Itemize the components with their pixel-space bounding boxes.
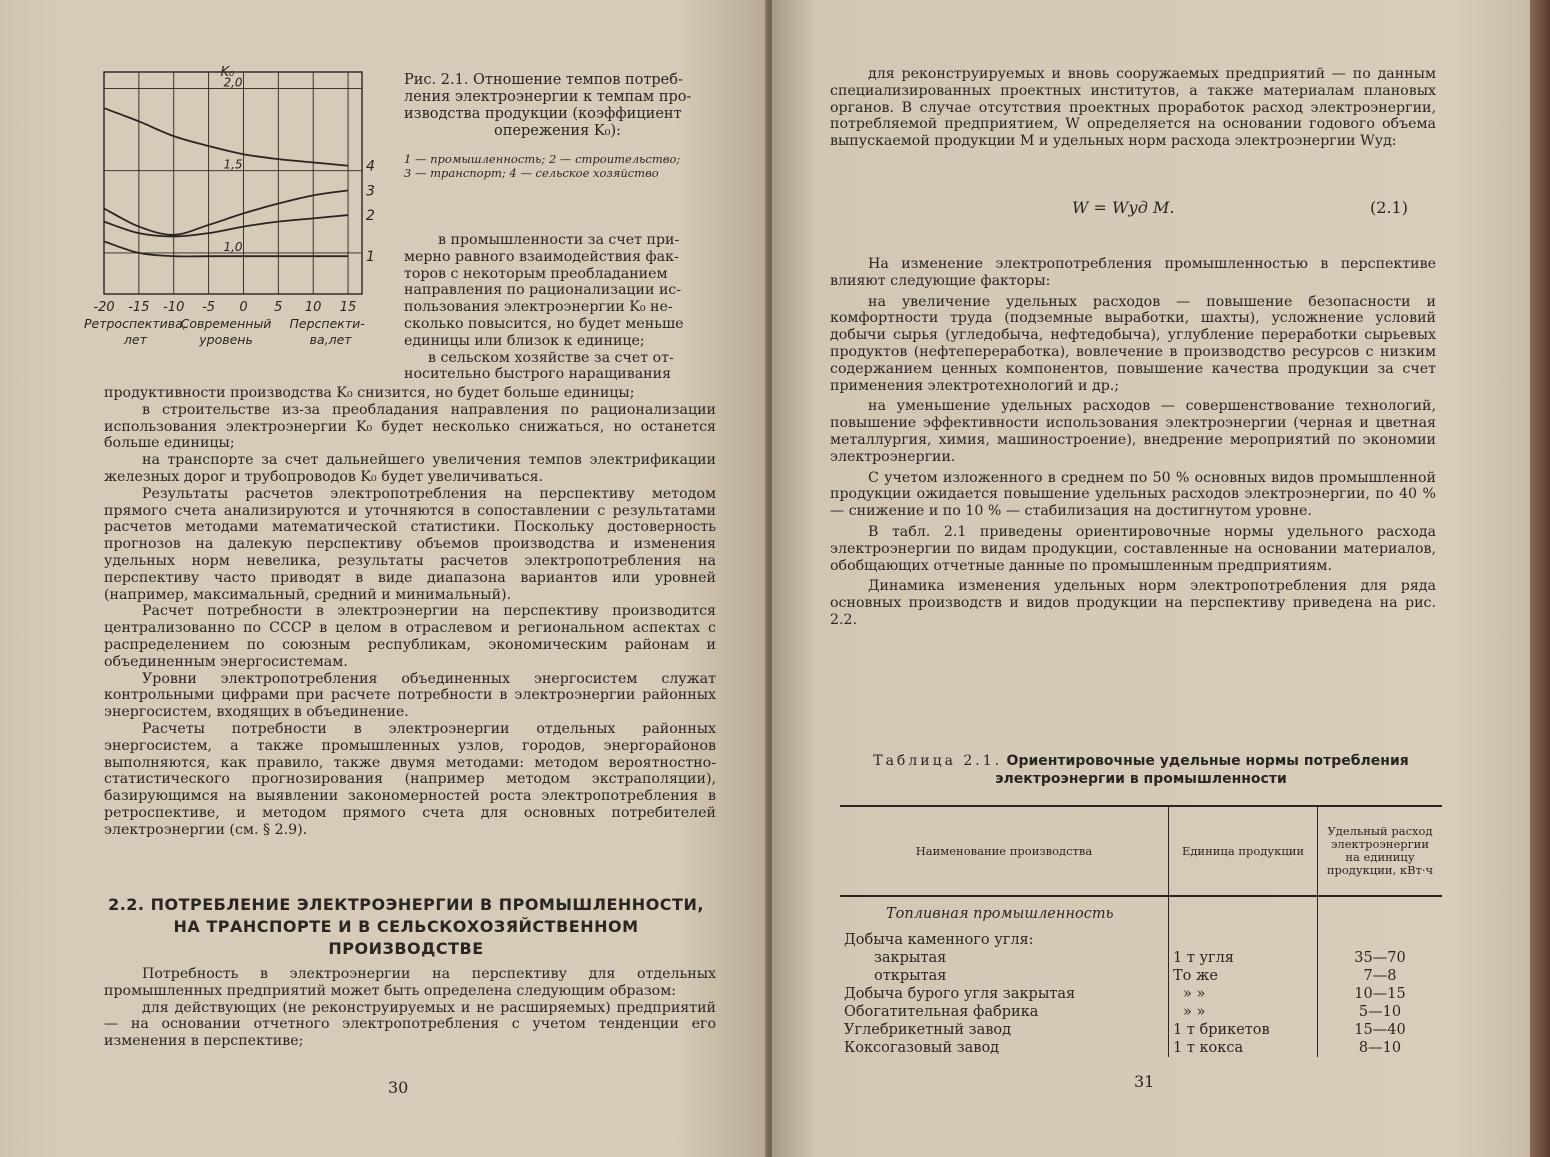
x-tick-label: 5 [274,300,283,315]
side-line: сколько повысится, но будет меньше [404,315,684,332]
coefficient-chart [83,62,384,352]
formula: W = Wуд M. [1072,198,1175,217]
table-row [840,985,1442,1003]
side-line: единицы или близок к единице; [404,332,645,349]
side-line: мерно равного взаимодействия фак- [404,248,679,265]
paragraph: в строительстве из-за преобладания направления по рационализации использования электроэнергии K₀ будет несколько снижаться, но останется больше единицы; [104,401,716,452]
table-section-row [840,896,1442,923]
row-name: Обогатительная фабрика [844,1004,1039,1020]
paragraph: для действующих (не реконструируемых и не расширяемых) предприятий — на основании отчетного электропотребления с учетом тенденции его изменения в перспективе; [104,999,716,1050]
row-value: 35—70 [1318,949,1443,967]
heading-line: ПРОИЗВОДСТВЕ [328,939,484,958]
x-axis-caption: ва,лет [309,332,352,347]
page-number: 30 [388,1078,409,1097]
row-name: открытая [874,968,947,984]
right-body-top [830,66,1436,150]
left-body [104,385,716,839]
paragraph: Уровни электропотребления объединенных энергосистем служат контрольными цифрами при расчете потребности в электроэнергии районных энергосистем, входящих в объединение. [104,670,716,721]
side-line: носительно быстрого наращивания [404,366,672,383]
x-axis-caption: Перспекти- [289,316,365,331]
table-caption [840,752,1442,788]
row-value: 15—40 [1318,1021,1443,1039]
x-axis-caption: лет [123,332,147,347]
paragraph: продуктивности производства K₀ снизится, но будет больше единицы; [104,385,635,401]
paragraph: Динамика изменения удельных норм электропотребления для ряда основных производств и видов продукции на перспективу приведена на рис. 2.2. [830,578,1436,628]
book-edge [1530,0,1550,1157]
row-value: 5—10 [1318,1003,1443,1021]
y-tick-label: 1,0 [223,239,243,254]
x-tick-label: -15 [128,300,150,315]
series-label-4: 4 [366,158,375,175]
section-heading [96,894,716,960]
x-axis-caption: Ретроспектива, [83,316,187,331]
page-left [0,0,768,1157]
table-row [840,949,1442,967]
caption-line: ления электроэнергии к темпам про- [404,89,692,105]
row-unit: 1 т брикетов [1169,1021,1318,1039]
heading-line: 2.2. ПОТРЕБЛЕНИЕ ЭЛЕКТРОЭНЕРГИИ В ПРОМЫШЛЕННОСТИ, [108,895,704,914]
plot-frame [104,72,362,294]
legend-line: 3 — транспорт; 4 — сельское хозяйство [404,166,659,180]
side-line: пользования электроэнергии K₀ не- [404,299,673,316]
row-unit: То же [1169,967,1318,985]
caption-line: Рис. 2.1. Отношение темпов потреб- [404,72,683,88]
series-label-1: 1 [366,249,375,266]
y-tick-label: 1,5 [223,157,243,172]
row-value [1318,923,1443,949]
x-tick-label: -20 [93,300,115,315]
series-label-2: 2 [366,208,375,225]
side-line: торов с некоторым преобладанием [404,265,668,282]
paragraph: Расчеты потребности в электроэнергии отдельных районных энергосистем, а также промышленных узлов, городов, энергорайонов выполняются, как правило, также двумя методами: методом вероятностно-статистического прогнозирования (например методом экстраполяции), базирующимся на выявлении закономерностей роста электропотребления в ретроспективе, и методом прямого счета для основных потребителей электроэнергии (см. § 2.9). [104,720,716,838]
page-number: 31 [1134,1072,1155,1091]
x-tick-label: 0 [239,300,248,315]
paragraph: Результаты расчетов электропотребления на перспективу методом прямого счета анализируются и уточняются в сопоставлении с результатами расчетов методами математической статистики. Поскольку достоверность прогнозов на далекую перспективу объемов производства и изменения удельных норм невелика, результаты расчетов электропотребления на перспективу часто приводят в виде диапазона вариантов или уровней (например, максимальный, средний и минимальный). [104,485,716,603]
table-label: Таблица 2.1. [873,753,1003,769]
figure-2-1-chart [83,62,384,352]
table-row [840,1039,1442,1057]
caption-line: изводства продукции (коэффициент [404,106,682,122]
caption-line: опережения K₀): [494,123,622,139]
formula-number: (2.1) [1370,198,1408,217]
table-row [840,923,1442,949]
right-body [830,256,1436,629]
series-label-3: 3 [366,183,375,200]
table-row [840,1021,1442,1039]
row-name: Углебрикетный завод [844,1022,1012,1038]
row-name: Добыча каменного угля: [844,932,1034,948]
paragraph: Расчет потребности в электроэнергии на перспективу производится централизованно по СССР в целом в отраслевом и региональном аспектах с распределением по союзным республикам, экономическим районам и объединенным энергосистемам. [104,603,716,670]
row-unit: » » [1169,1003,1318,1021]
row-value: 7—8 [1318,967,1443,985]
row-name: Добыча бурого угля закрытая [844,986,1076,1002]
heading-line: НА ТРАНСПОРТЕ И В СЕЛЬСКОХОЗЯЙСТВЕННОМ [173,917,639,936]
row-unit: » » [1169,985,1318,1003]
x-axis-caption: Современный [180,316,272,331]
side-line: в сельском хозяйстве за счет от- [428,349,674,366]
y-axis-label: K₀ [220,65,235,80]
row-unit: 1 т кокса [1169,1039,1318,1057]
series-line-3 [104,190,348,234]
paragraph: С учетом изложенного в среднем по 50 % основных видов промышленной продукции ожидается повышение удельных расходов электроэнергии, по 40 % — снижение и по 10 % — стабилизация на достигнутом уровне. [830,469,1436,520]
row-value: 8—10 [1318,1039,1443,1057]
paragraph: На изменение электропотребления промышленностью в перспективе влияют следующие факторы: [830,256,1436,289]
legend-line: 1 — промышленность; 2 — строительство; [404,152,681,166]
x-tick-label: 10 [304,300,322,315]
side-line: в промышленности за счет при- [438,232,680,248]
row-name: закрытая [874,950,947,966]
section-title: Топливная промышленность [886,906,1114,922]
page-right [772,0,1530,1157]
paragraph: на уменьшение удельных расходов — совершенствование технологий, повышение эффективности использования электроэнергии (черная и цветная металлургия, химия, машиностроение), внедрение мероприятий по экономии электроэнергии. [830,398,1436,465]
paragraph: В табл. 2.1 приведены ориентировочные нормы удельного расхода электроэнергии по видам продукции, составленные на основании материалов, обобщающих отчетные данные по промышленным предприятиям. [830,523,1436,574]
column-header: Единица продукции [1169,806,1318,896]
paragraph: Потребность в электроэнергии на перспективу для отдельных промышленных предприятий может быть определена следующим образом: [104,966,716,999]
x-tick-label: 15 [339,300,357,315]
row-name: Коксогазовый завод [844,1040,1000,1056]
y-tick-label: 2,0 [223,75,243,90]
x-tick-label: -10 [163,300,185,315]
table-row [840,967,1442,985]
paragraph: на транспорте за счет дальнейшего увеличения темпов электрификации железных дорог и трубопроводов K₀ будет увеличиваться. [104,452,716,485]
paragraph: на увеличение удельных расходов — повышение безопасности и комфортности труда (подземные выработки, шахты), усложнение условий добычи сырья (угледобыча, нефтедобыча), углубление переработки сырьевых продуктов (нефтепереработка), вовлечение в производство ресурсов с низким содержанием ценных компонентов, повышение качества продукции за счет применения электротехнологий и др.; [830,293,1436,394]
table-header-row [840,806,1442,896]
norms-table [840,805,1442,1057]
left-body-bottom [104,966,716,1050]
table-title-line: Ориентировочные удельные нормы потребления [1006,753,1409,769]
table-title-line: электроэнергии в промышленности [995,771,1287,787]
column-header: Удельный расход электроэнергии на единицу продукции, кВт·ч [1318,806,1443,896]
row-unit: 1 т угля [1169,949,1318,967]
row-unit [1169,923,1318,949]
paragraph: для реконструируемых и вновь сооружаемых предприятий — по данным специализированных проектных институтов, а также материалам плановых органов. В случае отсутствия проектных проработок расход электроэнергии, потребляемой предприятием, W определяется на основании годового объема выпускаемой продукции M и удельных норм расхода электроэнергии Wуд: [830,66,1436,150]
side-text [404,232,716,383]
row-value: 10—15 [1318,985,1443,1003]
side-line: направления по рационализации ис- [404,282,682,299]
figure-caption [404,72,720,140]
table-row [840,1003,1442,1021]
x-axis-caption: уровень [199,332,253,347]
figure-legend [404,152,720,180]
column-header: Наименование производства [840,806,1169,896]
x-tick-label: -5 [202,300,216,315]
